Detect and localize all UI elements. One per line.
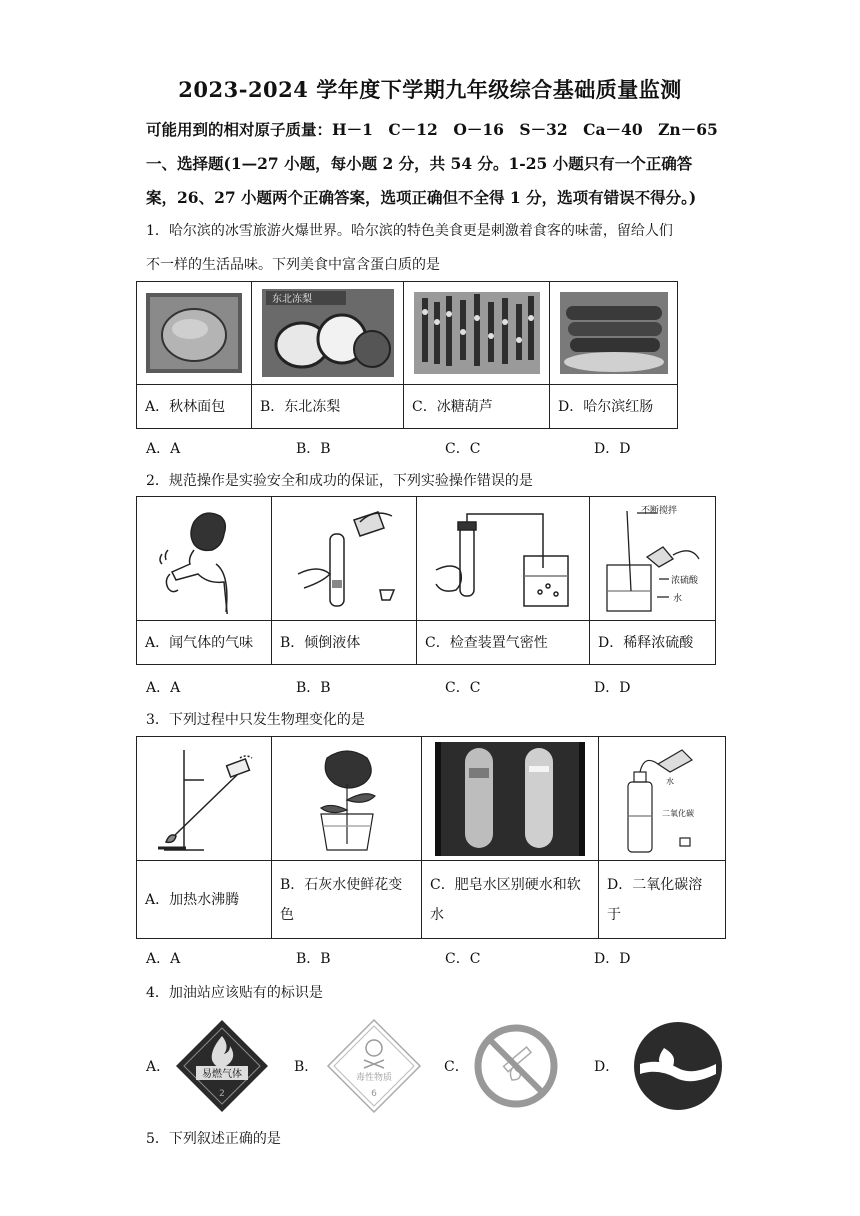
q3-option-b-line2: 色 [280,906,294,923]
q3-option-a-line1: A．加热水沸腾 [145,891,240,908]
q1-option-b[interactable]: B．东北冻梨 [252,385,404,429]
q3-option-a[interactable] [137,861,272,939]
q2-image-dilute [590,497,716,621]
q1-image-hawthorn [404,282,550,385]
no-smoking-sign-icon [472,1022,560,1110]
q3-option-d-line1: D．二氧化碳溶 [607,876,703,893]
q1-stem-line1: 1．哈尔滨的冰雪旅游火爆世界。哈尔滨的特色美食更是刺激着食客的味蕾，留给人们 [146,223,673,239]
q3-image-co2 [599,737,726,861]
red-sausage-photo-icon [560,292,668,374]
q2-option-a[interactable]: A．闻气体的气味 [137,621,272,665]
q2-options-table [136,496,716,665]
q1-answer-c[interactable]: C．C [445,441,481,457]
q2-answer-d[interactable]: D．D [594,680,631,696]
q1-answer-d[interactable]: D．D [594,441,631,457]
q4-option-b-letter[interactable]: B． [294,1059,319,1075]
q2-label-acid: 浓硫酸 [670,575,698,586]
q3-answer-d[interactable]: D．D [594,951,631,967]
q5-stem: 5．下列叙述正确的是 [146,1131,281,1147]
q3-option-c[interactable] [422,861,599,939]
q2-answer-a[interactable]: A．A [146,680,181,696]
q2-option-b[interactable]: B．倾倒液体 [272,621,417,665]
q1-option-d[interactable]: D．哈尔滨红肠 [550,385,678,429]
q2-label-stir: 不断搅拌 [640,505,677,516]
q2-stem: 2．规范操作是实验安全和成功的保证，下列实验操作错误的是 [146,473,533,489]
sign-b-num: 6 [371,1089,377,1099]
heating-water-drawing-icon [144,744,264,854]
q1-option-c[interactable]: C．冰糖葫芦 [404,385,550,429]
smell-gas-drawing-icon [154,504,254,614]
q4-signs [146,1018,746,1108]
q2-answer-c[interactable]: C．C [445,680,481,696]
q3-answer-c[interactable]: C．C [445,951,481,967]
section-instructions-line1: 一、选择题(1—27 小题，每小题 2 分，共 54 分。1-25 小题只有一个正确答 [146,154,693,173]
q3-image-flower [272,737,422,861]
sign-a-text: 易燃气体 [202,1069,242,1080]
q2-image-airtight [417,497,590,621]
q4-option-c-letter[interactable]: C． [444,1059,469,1075]
q2-option-d[interactable]: D．稀释浓硫酸 [590,621,716,665]
q3-option-d[interactable] [599,861,726,939]
q3-option-b[interactable] [272,861,422,939]
frozen-pear-photo-icon [262,289,394,377]
water-saving-sign-icon [630,1018,726,1114]
q2-option-c[interactable]: C．检查装置气密性 [417,621,590,665]
q2-answer-b[interactable]: B．B [296,680,331,696]
q3-option-c-line1: C．肥皂水区别硬水和软 [430,876,581,893]
q3-option-b-line1: B．石灰水使鲜花变 [280,876,403,893]
q3-option-d-line2: 于 [607,906,621,923]
q4-stem: 4．加油站应该贴有的标识是 [146,985,323,1001]
q4-option-a-letter[interactable]: A． [146,1059,171,1075]
co2-dissolve-bottle-drawing-icon [606,742,718,856]
candied-hawthorn-photo-icon [414,292,540,374]
bread-photo-icon [146,293,242,373]
q3-image-tubes [422,737,599,861]
q2-image-pour [272,497,417,621]
q3-option-c-line2: 水 [430,906,444,923]
q1-image-text: 东北冻梨 [271,294,312,305]
q1-option-a[interactable]: A．秋林面包 [137,385,252,429]
q3-image-boil [137,737,272,861]
q3-stem: 3．下列过程中只发生物理变化的是 [146,712,365,728]
exam-title: 2023-2024 学年度下学期九年级综合基础质量监测 [178,77,682,102]
q1-image-bread [137,282,252,385]
section-instructions-line2: 案，26、27 小题两个正确答案，选项正确但不全得 1 分，选项有错误不得分。) [146,188,697,207]
q2-label-water: 水 [672,593,682,604]
q1-stem-line2: 不一样的生活品味。下列美食中富含蛋白质的是 [146,257,440,273]
q1-image-sausage [550,282,678,385]
q4-option-d-letter[interactable]: D． [594,1059,620,1075]
q1-image-pear [252,282,404,385]
q1-options-table [136,281,678,429]
pour-liquid-drawing-icon [284,504,404,614]
toxic-substance-sign-icon [326,1018,422,1114]
q3-answer-b[interactable]: B．B [296,951,331,967]
soap-water-test-tubes-photo-icon [435,742,585,856]
rose-in-glass-drawing-icon [297,744,397,854]
q2-image-smell [137,497,272,621]
q3-label-water: 水 [666,776,674,786]
q3-options-table [136,736,726,939]
q1-answer-b[interactable]: B．B [296,441,331,457]
airtightness-check-drawing-icon [428,504,578,614]
sign-b-text: 毒性物质 [355,1073,393,1083]
q3-answer-a[interactable]: A．A [146,951,181,967]
q1-answer-a[interactable]: A．A [146,441,181,457]
q3-label-co2: 二氧化碳 [662,808,694,818]
flammable-gas-sign-icon [174,1018,270,1114]
dilute-sulfuric-acid-drawing-icon [597,501,709,617]
atomic-masses: 可能用到的相对原子质量：H－1 C－12 O－16 S－32 Ca－40 Zn－65 [146,120,718,139]
sign-a-num: 2 [219,1089,225,1099]
